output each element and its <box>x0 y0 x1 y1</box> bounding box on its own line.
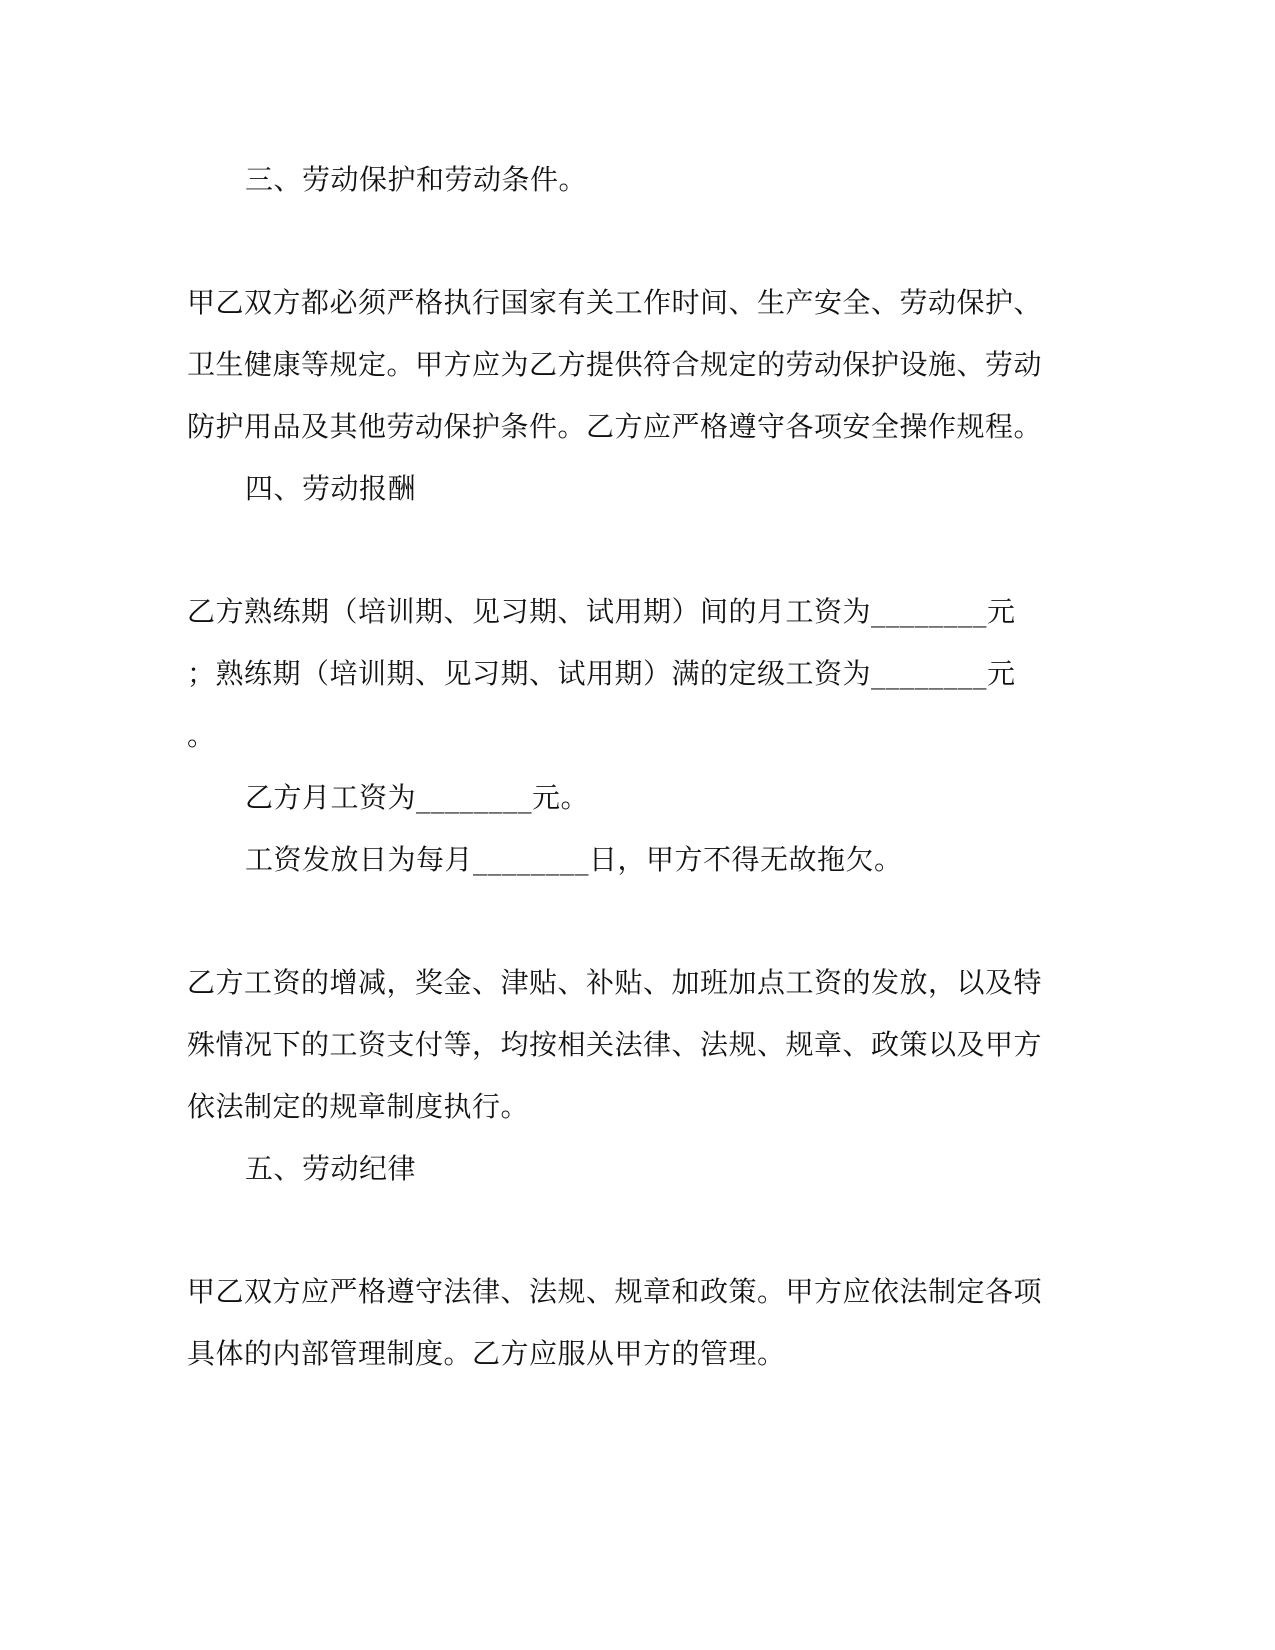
paragraph-line: ；熟练期（培训期、见习期、试用期）满的定级工资为________元 <box>187 657 1016 690</box>
section-heading-5: 五、劳动纪律 <box>245 1152 417 1185</box>
paragraph-line: 。 <box>187 719 216 752</box>
paragraph-line: 乙方工资的增减，奖金、津贴、补贴、加班加点工资的发放，以及特 <box>187 966 1043 999</box>
paragraph-line: 甲乙双方应严格遵守法律、法规、规章和政策。甲方应依法制定各项 <box>187 1275 1043 1308</box>
monthly-wage-line: 乙方月工资为________元。 <box>245 781 590 814</box>
paragraph-line: 卫生健康等规定。甲方应为乙方提供符合规定的劳动保护设施、劳动 <box>187 348 1043 381</box>
pay-day-line: 工资发放日为每月________日，甲方不得无故拖欠。 <box>245 843 903 876</box>
paragraph-line: 殊情况下的工资支付等，均按相关法律、法规、规章、政策以及甲方 <box>187 1028 1043 1061</box>
paragraph-line: 防护用品及其他劳动保护条件。乙方应严格遵守各项安全操作规程。 <box>187 410 1043 443</box>
paragraph-line: 具体的内部管理制度。乙方应服从甲方的管理。 <box>187 1337 786 1370</box>
paragraph-line: 依法制定的规章制度执行。 <box>187 1090 530 1123</box>
section-heading-4: 四、劳动报酬 <box>245 472 417 505</box>
paragraph-line: 甲乙双方都必须严格执行国家有关工作时间、生产安全、劳动保护、 <box>187 286 1043 319</box>
paragraph-line: 乙方熟练期（培训期、见习期、试用期）间的月工资为________元 <box>187 595 1016 628</box>
section-heading-3: 三、劳动保护和劳动条件。 <box>245 163 588 196</box>
